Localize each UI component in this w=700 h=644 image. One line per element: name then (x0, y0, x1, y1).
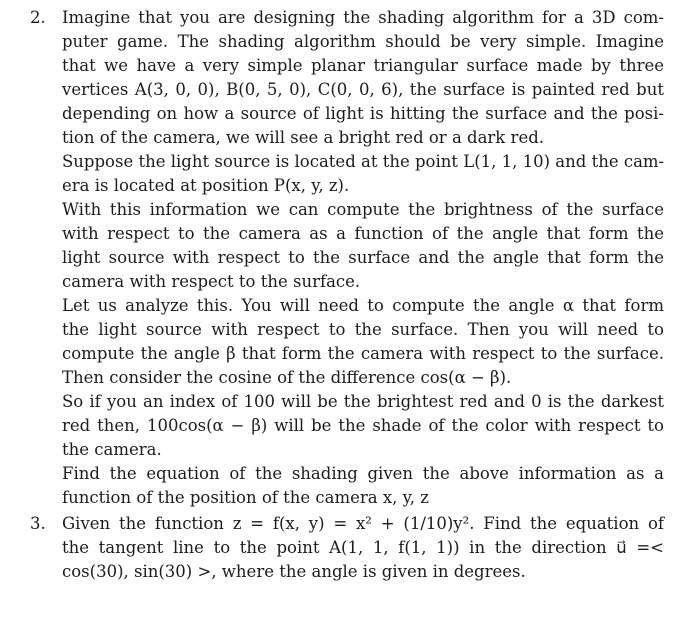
text-line: vertices A(3, 0, 0), B(0, 5, 0), C(0, 0, 6), the surface is painted red but (62, 80, 664, 99)
text-line: Suppose the light source is located at the point L(1, 1, 10) and the cam- (62, 152, 665, 171)
text-line: Find the equation of the shading given the above information as a (62, 464, 664, 483)
text-line: red then, 100cos(α − β) will be the shade of the color with respect to (62, 416, 664, 435)
text-line: So if you an index of 100 will be the brightest red and 0 is the darkest (62, 392, 664, 411)
text-line: puter game. The shading algorithm should be very simple. Imagine (62, 32, 664, 51)
text-line: camera with respect to the surface. (62, 272, 361, 291)
text-line: the camera. (62, 440, 162, 459)
text-line: Imagine that you are designing the shading algorithm for a 3D com- (62, 8, 664, 27)
text-line: cos(30), sin(30) >, where the angle is given in degrees. (62, 562, 526, 581)
text-line: Then consider the cosine of the difference cos(α − β). (62, 368, 512, 387)
text-line: the light source with respect to the surface. Then you will need to (62, 320, 664, 339)
text-line: era is located at position P(x, y, z). (62, 176, 350, 195)
problem-text (62, 6, 664, 510)
text-line: with respect to the camera as a function of the angle that form the (62, 224, 664, 243)
text-line: Given the function z = f(x, y) = x² + (1/10)y². Find the equation of (62, 514, 664, 533)
text-line: light source with respect to the surface and the angle that form the (62, 248, 664, 267)
text-line: tion of the camera, we will see a bright red or a dark red. (62, 128, 545, 147)
text-line: compute the angle β that form the camera with respect to the surface. (62, 344, 664, 363)
text-line: With this information we can compute the brightness of the surface (62, 200, 664, 219)
text-line: that we have a very simple planar triangular surface made by three (62, 56, 664, 75)
text-line: depending on how a source of light is hitting the surface and the posi- (62, 104, 664, 123)
problem-number: 3. (30, 514, 46, 533)
text-line: function of the position of the camera x, y, z (62, 488, 429, 507)
problem-text (62, 512, 664, 584)
text-line: Let us analyze this. You will need to compute the angle α that form (62, 296, 664, 315)
text-line: the tangent line to the point A(1, 1, f(1, 1)) in the direction u⃗ =< (62, 538, 664, 557)
problem-number: 2. (30, 8, 46, 27)
